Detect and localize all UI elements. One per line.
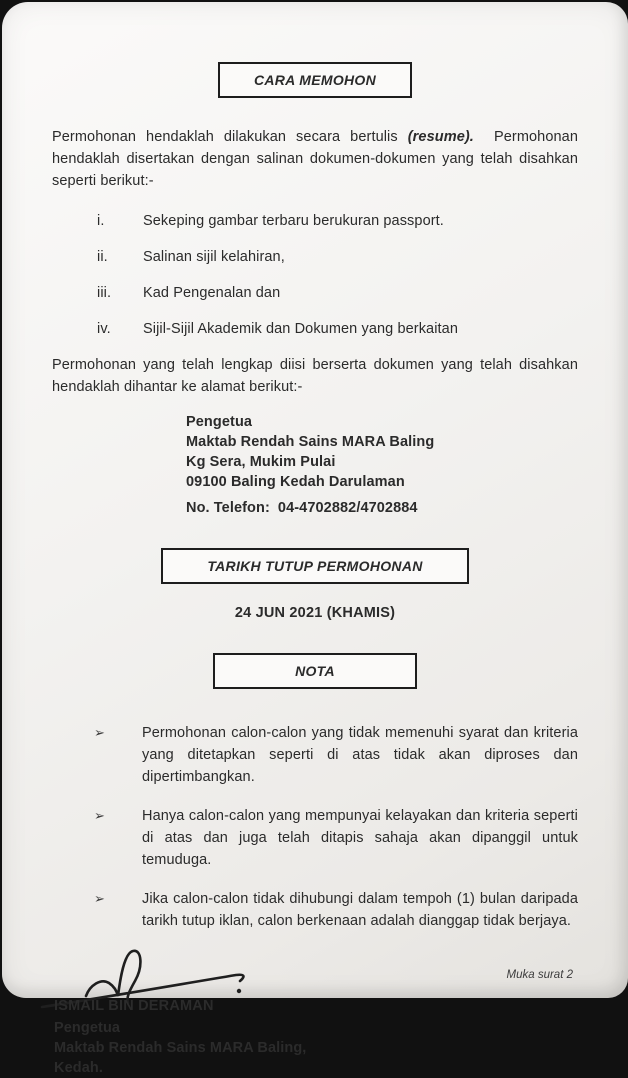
nota-item — [52, 805, 578, 871]
intro-text-after: Permohonan hendaklah disertakan dengan salinan dokumen-dokumen yang telah disahkan seperti berikut:- — [52, 129, 578, 189]
address-line: Maktab Rendah Sains MARA Baling — [186, 434, 435, 450]
nota-list — [52, 722, 578, 932]
arrow-bullet-icon: ➢ — [94, 808, 105, 823]
mailing-address-block — [186, 412, 578, 518]
nota-item-text: Permohonan calon-calon yang tidak memenuhi syarat dan kriteria yang ditetapkan seperti di atas tidak akan diproses dan dipertimbangkan. — [142, 725, 578, 785]
scanned-letter-page — [2, 2, 628, 1076]
address-line: Pengetua — [186, 414, 253, 430]
section-heading-nota: NOTA — [213, 653, 417, 689]
nota-item — [52, 888, 578, 932]
list-item — [52, 318, 578, 340]
signatory-details — [54, 1018, 578, 1078]
intro-paragraph — [52, 126, 578, 192]
address-line: Kg Sera, Mukim Pulai — [186, 454, 336, 470]
list-item-numeral: iii. — [97, 285, 112, 301]
nota-item-text: Hanya calon-calon yang mempunyai kelayakan dan kriteria seperti di atas dan juga telah ditapis sahaja akan dipanggil untuk temuduga. — [142, 808, 578, 868]
address-line: 09100 Baling Kedah Darulaman — [186, 474, 405, 490]
list-item — [52, 210, 578, 232]
submission-paragraph: Permohonan yang telah lengkap diisi berserta dokumen yang telah disahkan hendaklah dihantar ke alamat berikut:- — [52, 357, 578, 395]
section-heading-tarikh-tutup: TARIKH TUTUP PERMOHONAN — [161, 548, 468, 584]
phone-label: No. Telefon: — [186, 500, 270, 516]
page-number-label: Muka surat 2 — [506, 969, 573, 981]
intro-resume-emphasis: (resume). — [407, 129, 474, 145]
page-content — [2, 2, 628, 1078]
phone-number: 04-4702882/4702884 — [277, 500, 418, 516]
closing-date-value: 24 JUN 2021 (KHAMIS) — [234, 605, 396, 621]
list-item — [52, 282, 578, 304]
phone-line — [186, 498, 578, 518]
required-documents-list — [52, 210, 578, 340]
list-item-text: Sekeping gambar terbaru berukuran passport. — [143, 213, 444, 229]
list-item-text: Kad Pengenalan dan — [143, 285, 281, 301]
arrow-bullet-icon: ➢ — [94, 725, 105, 740]
intro-text-before: Permohonan hendaklah dilakukan secara bertulis — [52, 129, 398, 145]
list-item-numeral: i. — [97, 213, 105, 229]
signatory-state: Kedah. — [54, 1060, 103, 1076]
section-heading-cara-memohon: CARA MEMOHON — [218, 62, 412, 98]
nota-item-text: Jika calon-calon tidak dihubungi dalam tempoh (1) bulan daripada tarikh tutup iklan, calon berkenaan adalah dianggap tidak berjaya. — [142, 891, 578, 929]
signatory-title: Pengetua — [54, 1020, 121, 1036]
signature-block — [54, 949, 578, 1078]
arrow-bullet-icon: ➢ — [94, 891, 105, 906]
list-item-text: Salinan sijil kelahiran, — [143, 249, 285, 265]
nota-item — [52, 722, 578, 788]
signatory-organization: Maktab Rendah Sains MARA Baling, — [54, 1040, 307, 1056]
list-item — [52, 246, 578, 268]
list-item-text: Sijil-Sijil Akademik dan Dokumen yang berkaitan — [143, 321, 458, 337]
list-item-numeral: iv. — [97, 321, 111, 337]
signatory-name: ISMAIL BIN DERAMAN — [54, 998, 214, 1014]
list-item-numeral: ii. — [97, 249, 108, 265]
